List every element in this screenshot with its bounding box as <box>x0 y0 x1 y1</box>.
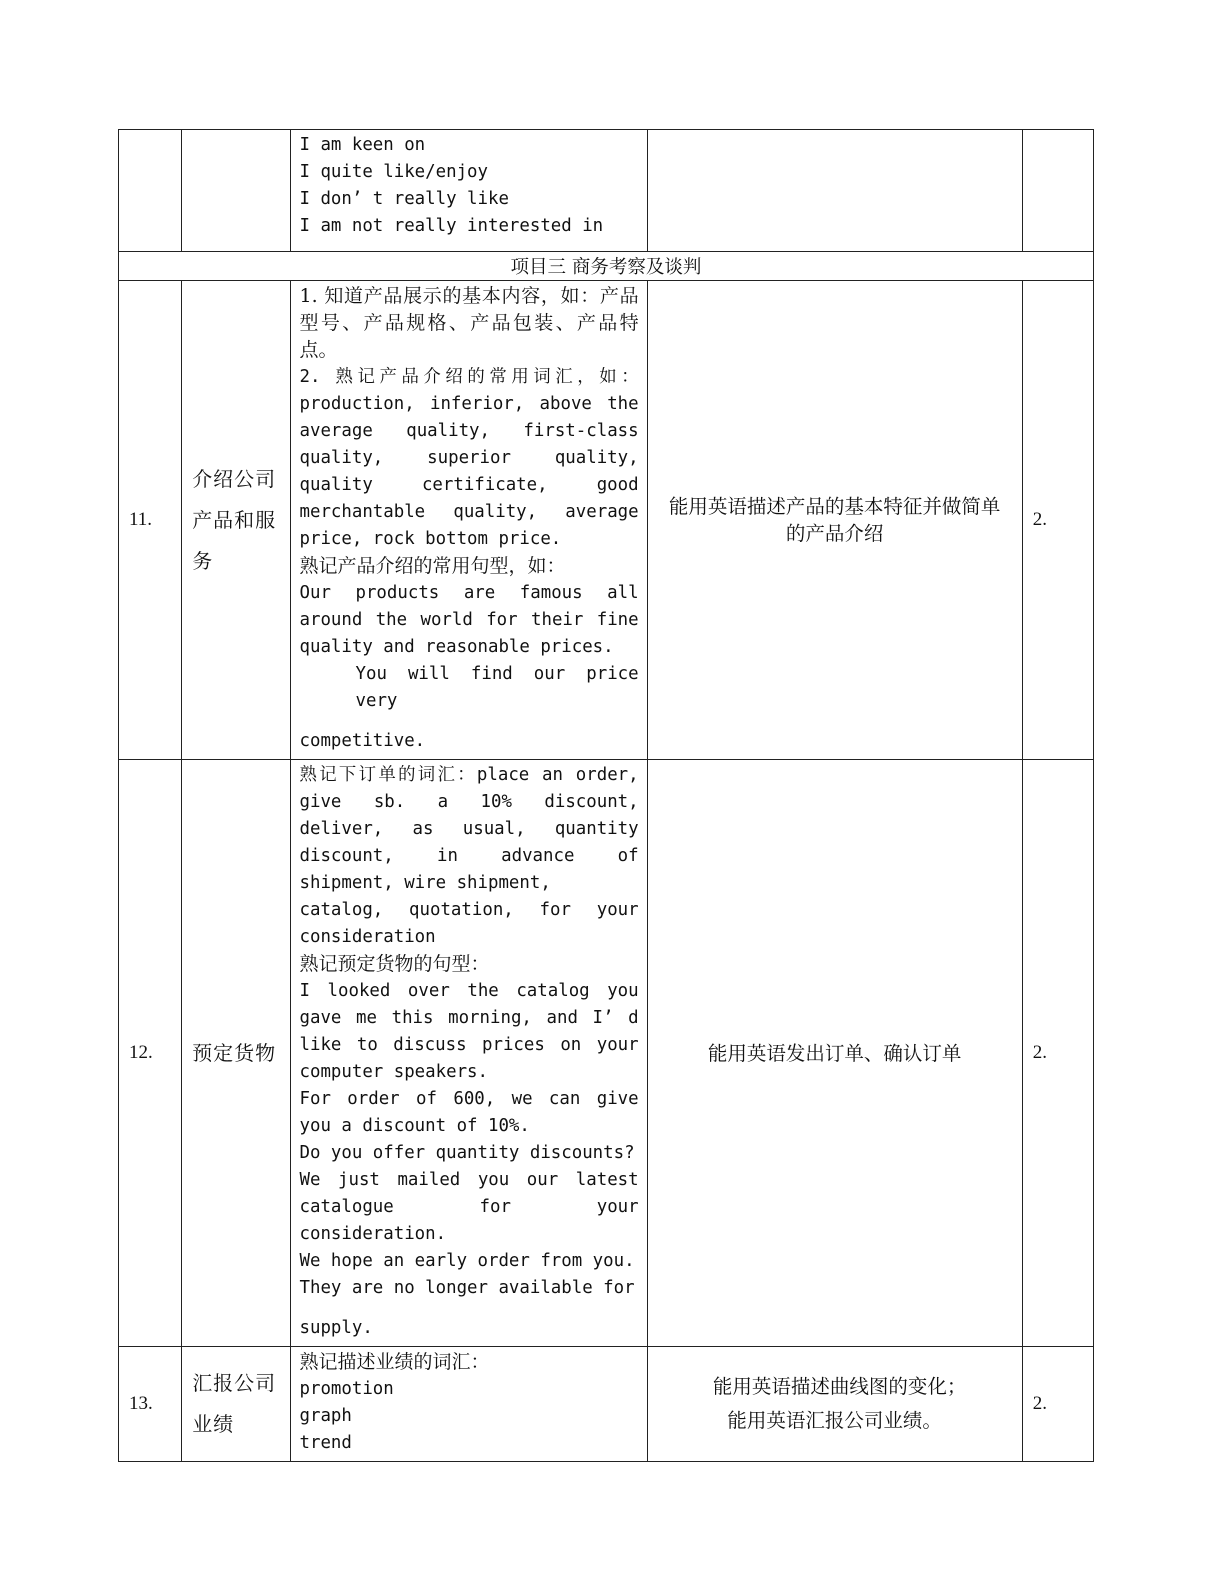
row-hours <box>1022 130 1093 252</box>
row-topic: 预定货物 <box>182 760 290 1347</box>
content-line: I don’ t really like <box>299 189 509 209</box>
row-number: 11. <box>119 281 182 760</box>
row-content <box>290 130 647 252</box>
content-line: 熟记描述业绩的词汇： <box>299 1351 490 1373</box>
content-line: I am not really interested in <box>299 216 604 236</box>
content-line: promotion <box>299 1379 394 1399</box>
content-line: I quite like/enjoy <box>299 162 488 182</box>
content-line: We just mailed you our latest catalogue for your consideration. <box>299 1170 639 1244</box>
section-title: 项目三 商务考察及谈判 <box>119 252 1094 281</box>
content-line: You will find our price very <box>355 664 639 711</box>
content-line: 1. 知道产品展示的基本内容，如：产品型号、产品规格、产品包装、产品特点。 <box>299 285 639 361</box>
table-row <box>119 1347 1094 1462</box>
content-line: Do you offer quantity discounts? <box>299 1143 635 1163</box>
row-number: 12. <box>119 760 182 1347</box>
ability-line: 能用英语汇报公司业绩。 <box>727 1409 942 1432</box>
content-line: supply. <box>299 1318 373 1338</box>
row-ability: 能用英语发出订单、确认订单 <box>647 760 1022 1347</box>
row-number: 13. <box>119 1347 182 1462</box>
content-line: Our products are famous all around the world for their fine quality and reasonable prices. <box>299 583 639 657</box>
row-hours: 2. <box>1022 1347 1093 1462</box>
content-line: We hope an early order from you. <box>299 1251 635 1271</box>
row-ability <box>647 130 1022 252</box>
table-row <box>119 281 1094 760</box>
curriculum-table <box>118 129 1094 1462</box>
content-line: 熟记产品介绍的常用句型，如： <box>299 555 566 577</box>
row-ability: 能用英语描述产品的基本特征并做简单的产品介绍 <box>647 281 1022 760</box>
content-line: trend <box>299 1433 352 1453</box>
row-content <box>290 281 647 760</box>
row-hours: 2. <box>1022 281 1093 760</box>
row-content <box>290 1347 647 1462</box>
content-line: 熟记下订单的词汇：place an order, give sb. a 10% discount, deliver, as usual, quantity discount, in advance of shipment, wire shipment, <box>299 765 639 893</box>
row-content <box>290 760 647 1347</box>
content-line: They are no longer available for <box>299 1278 635 1298</box>
content-line: 熟记预定货物的句型： <box>299 953 490 975</box>
row-hours: 2. <box>1022 760 1093 1347</box>
content-line: graph <box>299 1406 352 1426</box>
row-ability <box>647 1347 1022 1462</box>
content-line: I am keen on <box>299 135 426 155</box>
row-topic: 汇报公司业绩 <box>182 1347 290 1462</box>
content-line: For order of 600, we can give you a discount of 10%. <box>299 1089 639 1136</box>
row-topic: 介绍公司产品和服务 <box>182 281 290 760</box>
content-line: I looked over the catalog you gave me this morning, and I’ d like to discuss prices on your computer speakers. <box>299 981 639 1082</box>
table-row <box>119 760 1094 1347</box>
content-line: catalog, quotation, for your consideration <box>299 900 639 947</box>
ability-line: 能用英语描述曲线图的变化； <box>712 1375 967 1398</box>
row-topic <box>182 130 290 252</box>
content-line: competitive. <box>299 731 426 751</box>
section-row <box>119 252 1094 281</box>
content-line: 2. 熟记产品介绍的常用词汇，如：production, inferior, above the average quality, first-class quality, superior quality, quality certificate, good merchantable quality, average price, rock bottom price. <box>299 367 639 549</box>
row-number <box>119 130 182 252</box>
table-row <box>119 130 1094 252</box>
